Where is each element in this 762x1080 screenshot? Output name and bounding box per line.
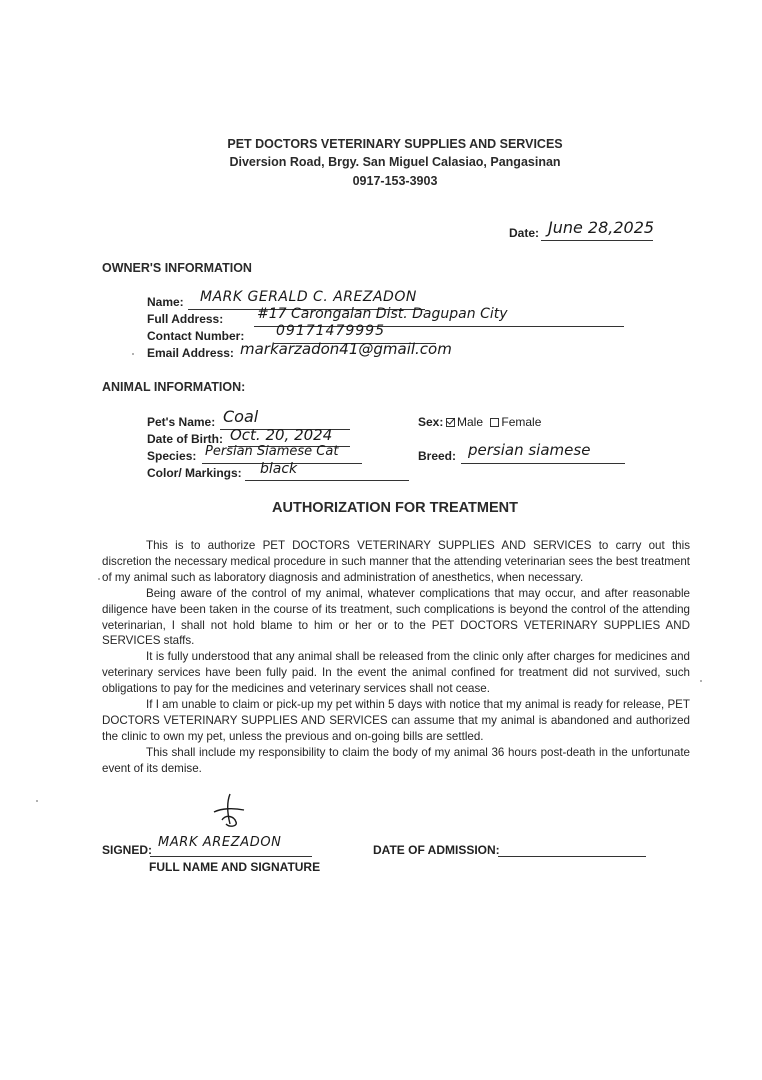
scan-speck [700, 680, 702, 682]
date-of-admission-label: DATE OF ADMISSION: [373, 843, 500, 857]
scan-speck [36, 800, 38, 802]
clinic-phone: 0917-153-3903 [352, 174, 438, 188]
breed-label: Breed: [418, 449, 457, 463]
color-line [245, 480, 409, 481]
signed-name-value: MARK AREZADON [158, 835, 282, 850]
breed-value: persian siamese [468, 441, 591, 459]
sex-options [446, 415, 541, 429]
owner-address-label: Full Address: [147, 312, 224, 326]
dob-value: Oct. 20, 2024 [230, 426, 333, 444]
clinic-address: Diversion Road, Brgy. San Miguel Calasiao, Pangasinan [229, 155, 561, 169]
authorization-paragraph: This shall include my responsibility to claim the body of my animal 36 hours post-death in the unfortunate event of its demise. [102, 745, 690, 775]
date-of-admission-line [498, 856, 646, 857]
handwritten-signature [200, 790, 260, 840]
sex-male-label: Male [457, 415, 484, 429]
date-label: Date: [509, 226, 540, 240]
authorization-paragraph: This is to authorize PET DOCTORS VETERINARY SUPPLIES AND SERVICES to carry out this discretion the necessary medical procedure in such manner that the attending veterinarian sees the best treatment of my animal such as laboratory diagnosis and administration of anesthetics, when necessary. [102, 539, 690, 584]
owner-contact-value: 09171479995 [276, 323, 385, 339]
owner-email-label: Email Address: [147, 346, 234, 360]
pet-name-value: Coal [223, 407, 259, 426]
clinic-name: PET DOCTORS VETERINARY SUPPLIES AND SERVICES [227, 137, 563, 151]
owner-email-value: markarzadon41@gmail.com [240, 340, 452, 358]
color-label: Color/ Markings: [147, 466, 242, 480]
authorization-paragraph: It is fully understood that any animal shall be released from the clinic only after charges for medicines and veterinary services have been fully paid. In the event the animal confined for treatment did not survived, such obligations to pay for the medicines and veterinary services shall not cease. [102, 650, 690, 696]
sex-female-label: Female [501, 415, 542, 429]
species-label: Species: [147, 449, 197, 463]
authorization-title: AUTHORIZATION FOR TREATMENT [272, 500, 518, 516]
species-value: Persian Siamese Cat [205, 444, 339, 459]
authorization-paragraph: If I am unable to claim or pick-up my pet within 5 days with notice that my animal is ready for release, PET DOCTORS VETERINARY SUPPLIES AND SERVICES can assume that my animal is abandoned and authorized the clinic to own my pet, unless the previous and on-going bills are settled. [102, 698, 690, 743]
animal-info-heading: ANIMAL INFORMATION: [102, 380, 246, 394]
breed-line [461, 463, 625, 464]
owner-name-value: MARK GERALD C. AREZADON [200, 289, 417, 305]
owner-address-value: #17 Carongalan Dist. Dagupan City [257, 306, 508, 322]
owner-contact-label: Contact Number: [147, 329, 245, 343]
pet-name-label: Pet's Name: [147, 415, 216, 429]
date-line [541, 240, 653, 241]
sex-female-checkbox[interactable] [490, 418, 499, 427]
date-value: June 28,2025 [548, 218, 655, 237]
sex-male-checkbox[interactable] [446, 418, 455, 427]
signature-caption: FULL NAME AND SIGNATURE [149, 860, 321, 874]
owner-name-label: Name: [147, 295, 184, 309]
authorization-paragraph: Being aware of the control of my animal, whatever complications that may occur, and after reasonable diligence have been taken in the course of its treatment, such complications is beyond the control of the attending veterinarian, I shall not hold blame to him or her or to the PET DOCTORS VETERINARY SUPPLIES AND SERVICES staffs. [102, 586, 690, 648]
signed-line [150, 856, 312, 857]
signed-label: SIGNED: [102, 843, 153, 857]
sex-label: Sex: [418, 415, 444, 429]
color-value: black [260, 461, 298, 477]
authorization-body [102, 538, 690, 777]
dob-label: Date of Birth: [147, 432, 223, 446]
scan-speck [98, 578, 100, 580]
owner-info-heading: OWNER'S INFORMATION [102, 261, 252, 275]
scan-speck [132, 353, 134, 355]
